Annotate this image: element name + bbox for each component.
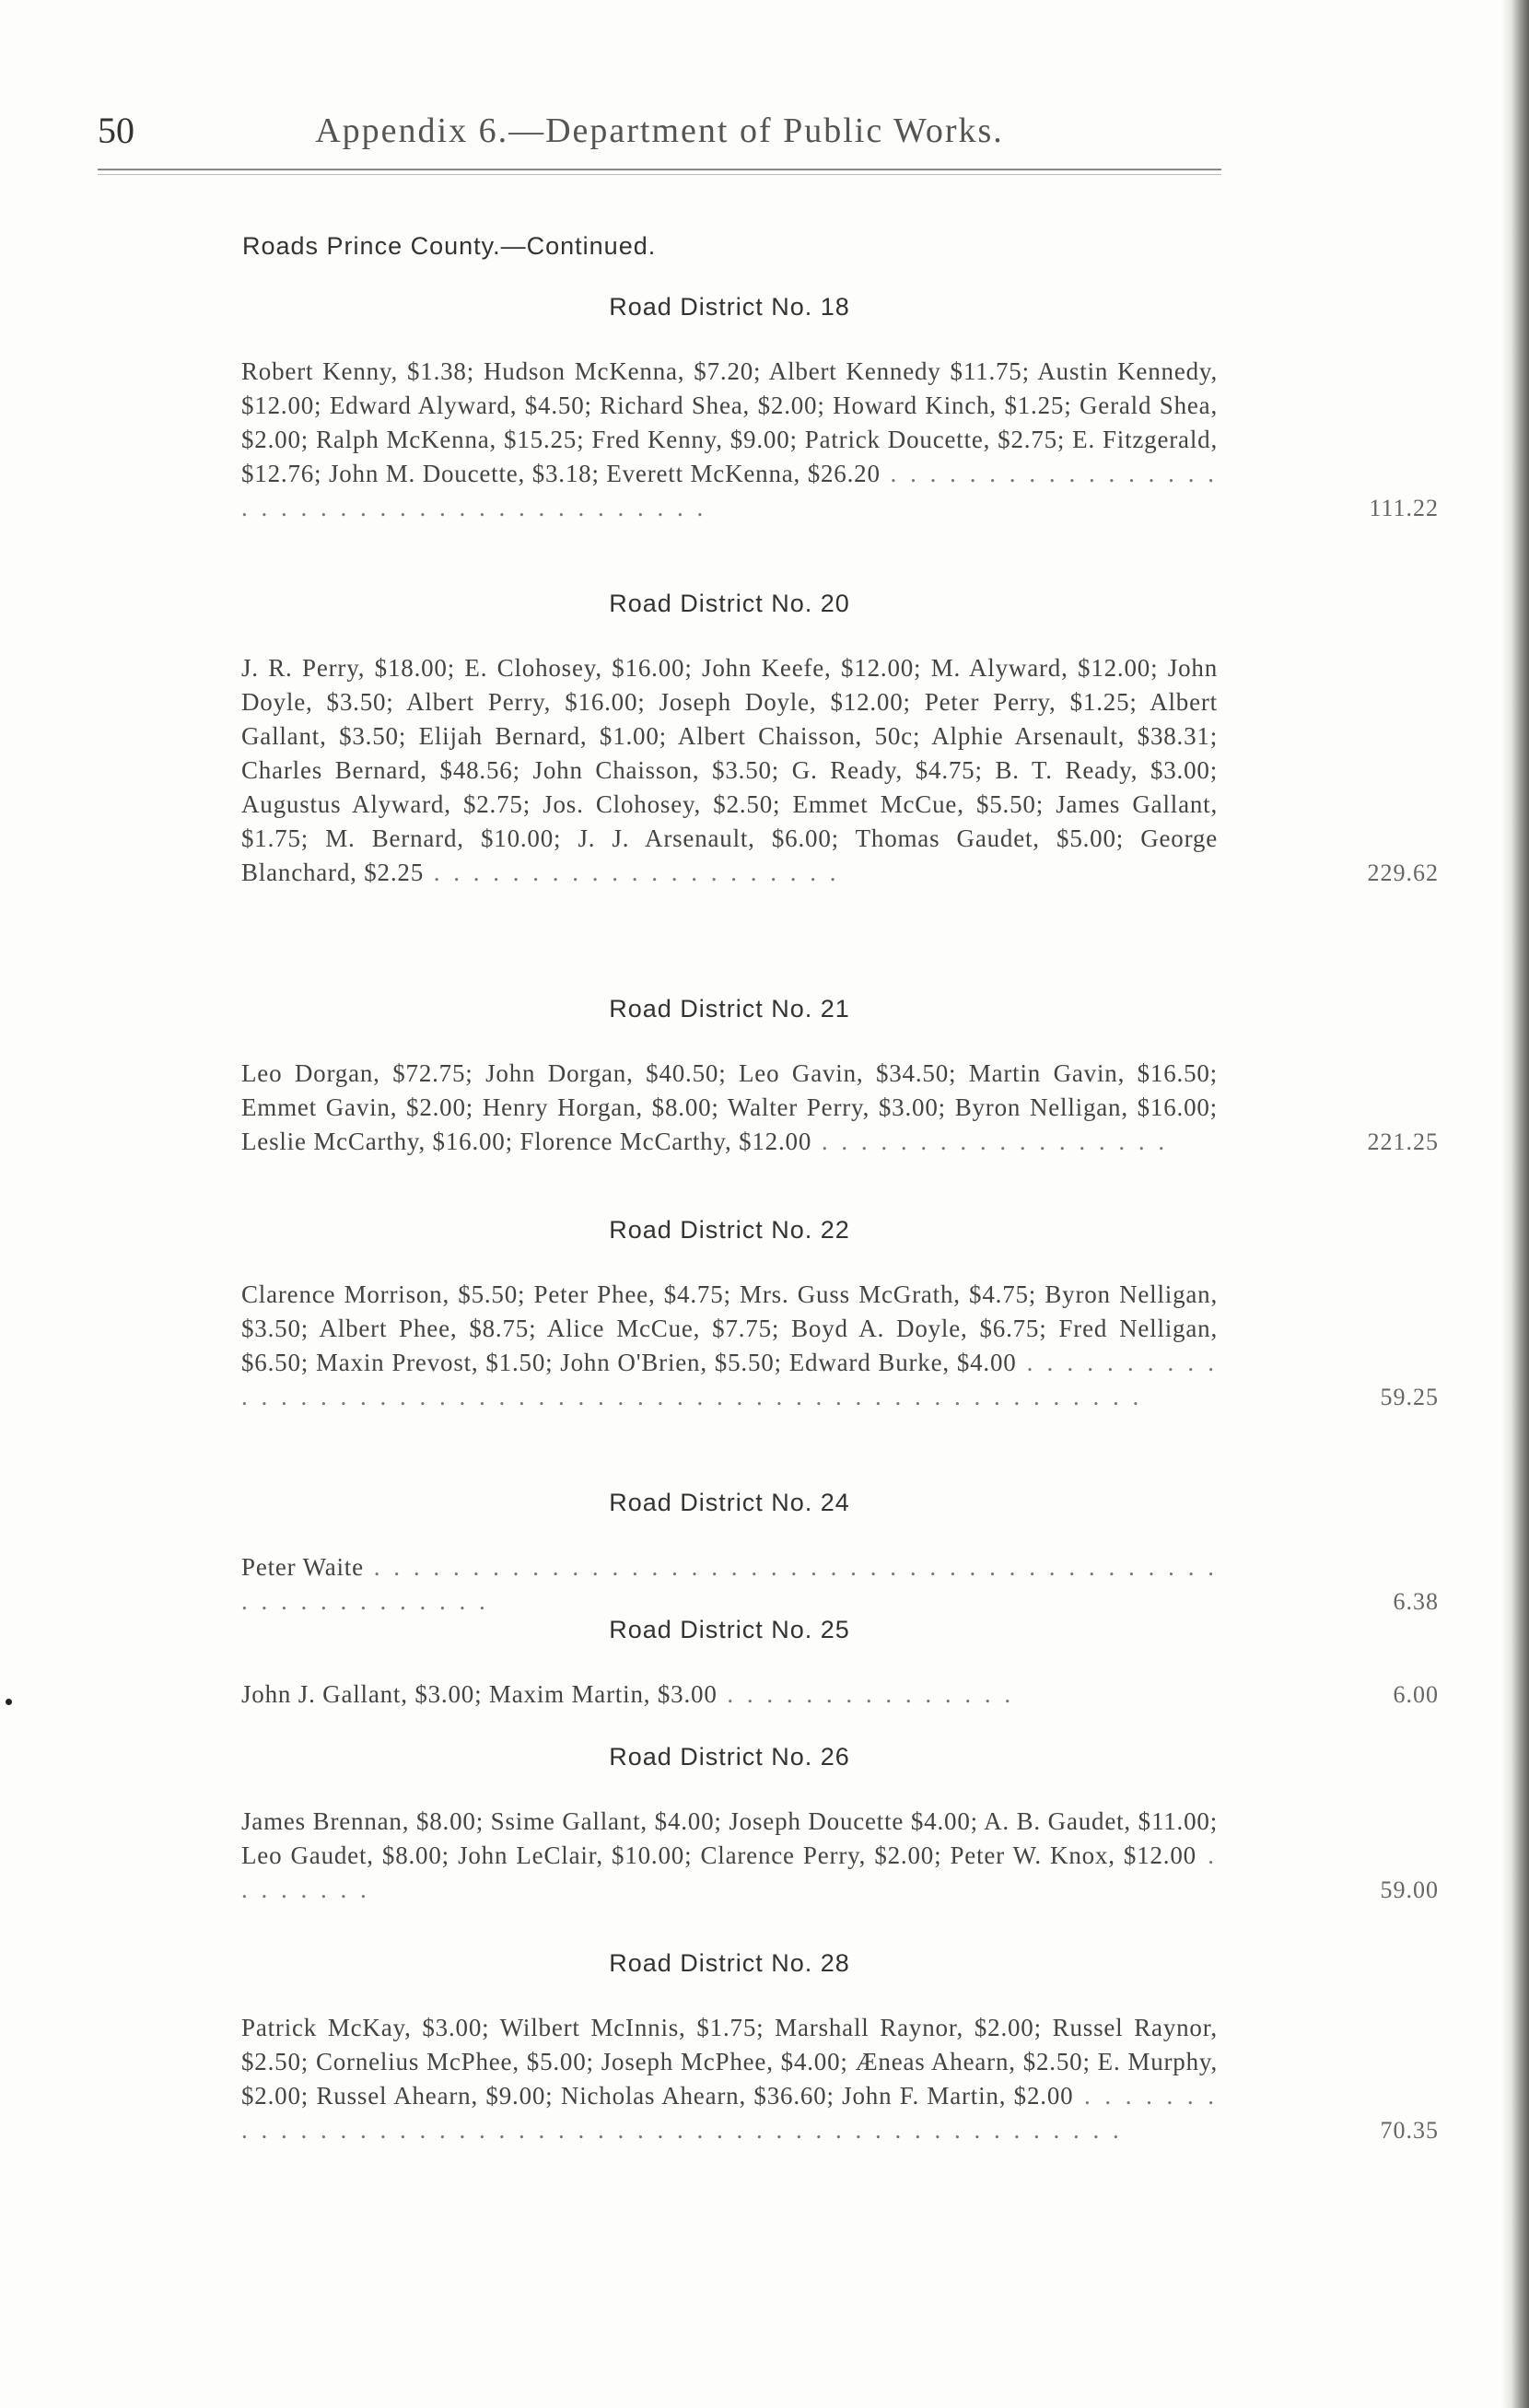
district-heading: Road District No. 26 — [609, 1743, 850, 1771]
district-heading: Road District No. 18 — [609, 293, 850, 321]
district-entry — [241, 355, 1439, 525]
running-title: Appendix 6.—Department of Public Works. — [315, 111, 1004, 150]
entry-text: John J. Gallant, $3.00; Maxim Martin, $3.00 — [241, 1680, 718, 1708]
district-entry — [241, 651, 1439, 890]
district-total: 59.25 — [1380, 1384, 1439, 1410]
district-total: 6.00 — [1393, 1681, 1439, 1708]
district-entry — [241, 2011, 1439, 2147]
dot-leaders: . . . . . . . . . . . . . . . . . . . . . . . . . . . . . . . . . . . . . . . . . . . . . . . . . . . . — [241, 2082, 1218, 2144]
district-block-24 — [241, 1489, 1439, 1619]
district-block-28 — [241, 1949, 1439, 2147]
entry-text: Leo Dorgan, $72.75; John Dorgan, $40.50; Leo Gavin, $34.50; Martin Gavin, $16.50; Emmet Gavin, $2.00; Henry Horgan, $8.00; Walter Perry, $3.00; Byron Nelligan, $16.00; Leslie McCarthy, $16.00; Florence McCarthy, $12.00 — [241, 1059, 1218, 1155]
dot-leaders: . . . . . . . . . . . . . . . . . . — [811, 1128, 1169, 1155]
dot-leaders: . . . . . . . . — [241, 1841, 1219, 1903]
district-block-20 — [241, 590, 1439, 890]
district-block-21 — [241, 995, 1439, 1159]
dot-leaders: . . . . . . . . . . . . . . . . . . . . . . . . . . . . . . . . . . . . . . . . . — [241, 460, 1219, 521]
binding-edge — [1501, 0, 1529, 2408]
district-block-25 — [241, 1616, 1439, 1712]
entry-text: Clarence Morrison, $5.50; Peter Phee, $4.75; Mrs. Guss McGrath, $4.75; Byron Nelligan, $3.50; Albert Phee, $8.75; Alice McCue, $7.75; Boyd A. Doyle, $6.75; Fred Nelligan, $6.50; Maxin Prevost, $1.50; John O'Brien, $5.50; Edward Burke, $4.00 — [241, 1280, 1218, 1376]
dot-leaders: . . . . . . . . . . . . . . . . . . . . . . . . . . . . . . . . . . . . . . . . . . . . . . . . . . . . . . . . — [241, 1553, 1219, 1615]
dot-leaders: . . . . . . . . . . . . . . . . . . . . . — [424, 859, 840, 886]
district-heading: Road District No. 25 — [609, 1616, 850, 1643]
district-total: 229.62 — [1367, 859, 1439, 886]
district-heading: Road District No. 24 — [609, 1489, 850, 1516]
district-entry — [241, 1278, 1439, 1414]
head-rule-thin — [98, 174, 1221, 175]
entry-text: Peter Waite — [241, 1553, 364, 1581]
district-block-26 — [241, 1743, 1439, 1907]
district-entry — [241, 1550, 1439, 1619]
district-total: 70.35 — [1380, 2117, 1439, 2144]
dot-leaders: . . . . . . . . . . . . . . . — [717, 1680, 1015, 1708]
entry-text: James Brennan, $8.00; Ssime Gallant, $4.00; Joseph Doucette $4.00; A. B. Gaudet, $11.00; Leo Gaudet, $8.00; John LeClair, $10.00; Clarence Perry, $2.00; Peter W. Knox, $12.00 — [241, 1807, 1218, 1869]
page-number: 50 — [98, 110, 134, 151]
section-title: Roads Prince County.—Continued. — [242, 232, 657, 260]
entry-text: J. R. Perry, $18.00; E. Clohosey, $16.00; John Keefe, $12.00; M. Alyward, $12.00; John Doyle, $3.50; Albert Perry, $16.00; Joseph Doyle, $12.00; Peter Perry, $1.25; Albert Gallant, $3.50; Elijah Bernard, $1.00; Albert Chaisson, 50c; Alphie Arsenault, $38.31; Charles Bernard, $48.56; John Chaisson, $3.50; G. Ready, $4.75; B. T. Ready, $3.00; Augustus Alyward, $2.75; Jos. Clohosey, $2.50; Emmet McCue, $5.50; James Gallant, $1.75; M. Bernard, $10.00; J. J. Arsenault, $6.00; Thomas Gaudet, $5.00; George Blanchard, $2.25 — [241, 654, 1218, 886]
district-total: 6.38 — [1393, 1588, 1439, 1615]
dot-leaders: . . . . . . . . . . . . . . . . . . . . . . . . . . . . . . . . . . . . . . . . . . . . . . . . . . . . . . . . — [241, 1349, 1218, 1410]
district-block-22 — [241, 1216, 1439, 1414]
district-heading: Road District No. 20 — [609, 590, 850, 617]
district-entry — [241, 1677, 1439, 1712]
district-total: 111.22 — [1369, 495, 1439, 521]
district-entry — [241, 1057, 1439, 1159]
entry-text: Robert Kenny, $1.38; Hudson McKenna, $7.20; Albert Kennedy $11.75; Austin Kennedy, $12.00; Edward Alyward, $4.50; Richard Shea, $2.00; Howard Kinch, $1.25; Gerald Shea, $2.00; Ralph McKenna, $15.25; Fred Kenny, $9.00; Patrick Doucette, $2.75; E. Fitzgerald, $12.76; John M. Doucette, $3.18; Everett McKenna, $26.20 — [241, 357, 1218, 487]
district-block-18 — [241, 293, 1439, 525]
district-heading: Road District No. 28 — [609, 1949, 850, 1977]
district-entry — [241, 1805, 1439, 1907]
district-total: 59.00 — [1380, 1876, 1439, 1903]
scan-speck — [6, 1699, 12, 1705]
district-total: 221.25 — [1367, 1128, 1439, 1155]
running-head — [98, 103, 1221, 158]
district-heading: Road District No. 22 — [609, 1216, 850, 1244]
head-rule — [98, 169, 1221, 170]
entry-text: Patrick McKay, $3.00; Wilbert McInnis, $1.75; Marshall Raynor, $2.00; Russel Raynor, $2.50; Cornelius McPhee, $5.00; Joseph McPhee, $4.00; Æneas Ahearn, $2.50; E. Murphy, $2.00; Russel Ahearn, $9.00; Nicholas Ahearn, $36.60; John F. Martin, $2.00 — [241, 2014, 1218, 2110]
district-heading: Road District No. 21 — [609, 995, 850, 1023]
